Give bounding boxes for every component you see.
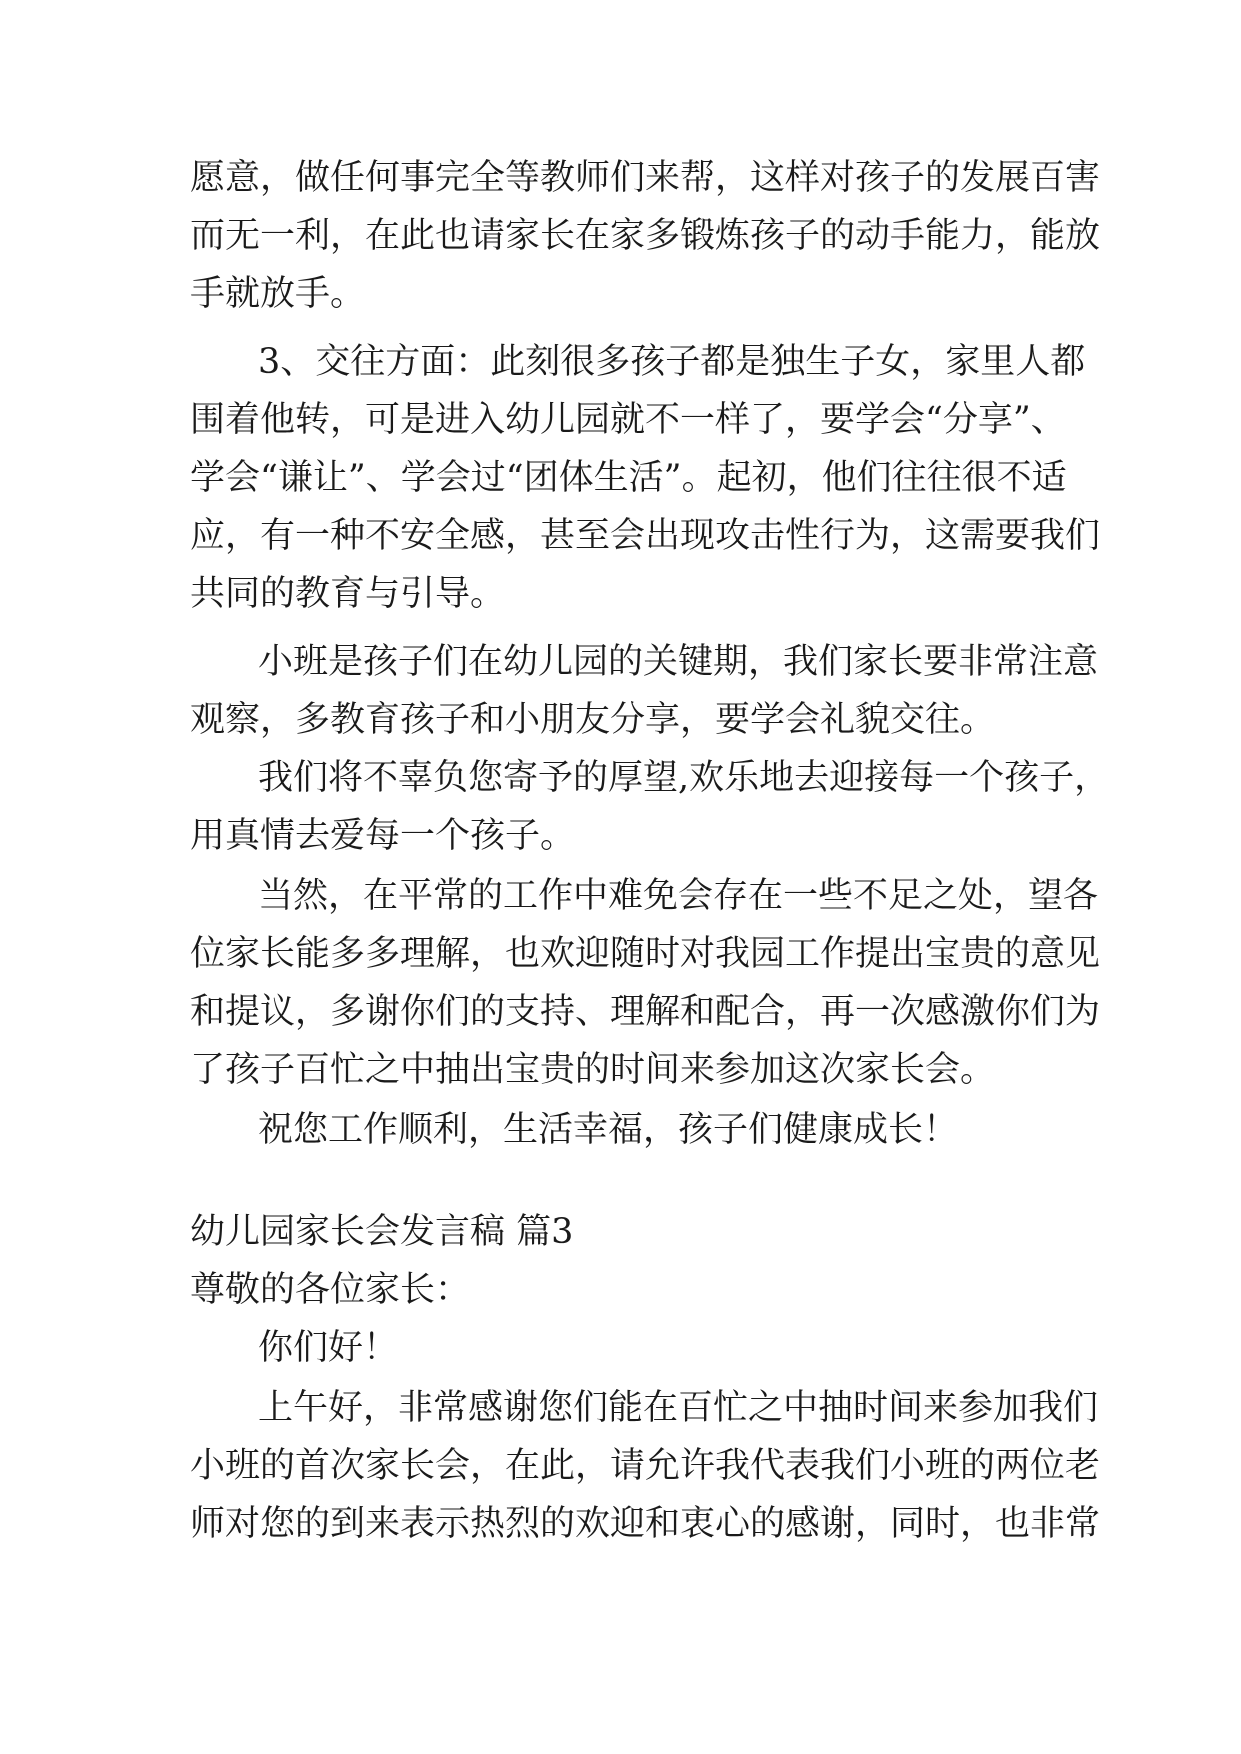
text-line: 应，有一种不安全感，甚至会出现攻击性行为，这需要我们 bbox=[190, 516, 1101, 556]
text-line: 共同的教育与引导。 bbox=[190, 574, 506, 614]
text-line: 了孩子百忙之中抽出宝贵的时间来参加这次家长会。 bbox=[190, 1050, 996, 1090]
text-line: 上午好，非常感谢您们能在百忙之中抽时间来参加我们 bbox=[258, 1388, 1099, 1428]
text-line: 而无一利，在此也请家长在家多锻炼孩子的动手能力，能放 bbox=[190, 216, 1101, 256]
text-line: 小班是孩子们在幼儿园的关键期，我们家长要非常注意 bbox=[258, 642, 1099, 682]
section-heading: 幼儿园家长会发言稿 篇3 bbox=[190, 1212, 574, 1252]
text-line: 当然，在平常的工作中难免会存在一些不足之处，望各 bbox=[258, 876, 1099, 916]
text-line: 学会“谦让”、学会过“团体生活”。起初，他们往往很不适 bbox=[190, 458, 1067, 498]
text-line: 祝您工作顺利，生活幸福，孩子们健康成长！ bbox=[258, 1110, 959, 1150]
text-line: 师对您的到来表示热烈的欢迎和衷心的感谢，同时，也非常 bbox=[190, 1504, 1101, 1544]
text-line: 小班的首次家长会，在此，请允许我代表我们小班的两位老 bbox=[190, 1446, 1101, 1486]
text-line: 用真情去爱每一个孩子。 bbox=[190, 816, 576, 856]
text-line: 位家长能多多理解，也欢迎随时对我园工作提出宝贵的意见 bbox=[190, 934, 1101, 974]
text-line: 3、交往方面：此刻很多孩子都是独生子女，家里人都 bbox=[258, 342, 1086, 382]
text-line: 愿意，做任何事完全等教师们来帮，这样对孩子的发展百害 bbox=[190, 158, 1101, 198]
salutation: 尊敬的各位家长： bbox=[190, 1270, 471, 1310]
text-line: 观察，多教育孩子和小朋友分享，要学会礼貌交往。 bbox=[190, 700, 996, 740]
text-line: 和提议，多谢你们的支持、理解和配合，再一次感激你们为 bbox=[190, 992, 1101, 1032]
text-line: 我们将不辜负您寄予的厚望,欢乐地去迎接每一个孩子， bbox=[258, 758, 1110, 798]
greeting: 你们好！ bbox=[258, 1328, 399, 1368]
text-line: 围着他转，可是进入幼儿园就不一样了，要学会“分享”、 bbox=[190, 400, 1066, 440]
text-line: 手就放手。 bbox=[190, 274, 366, 314]
